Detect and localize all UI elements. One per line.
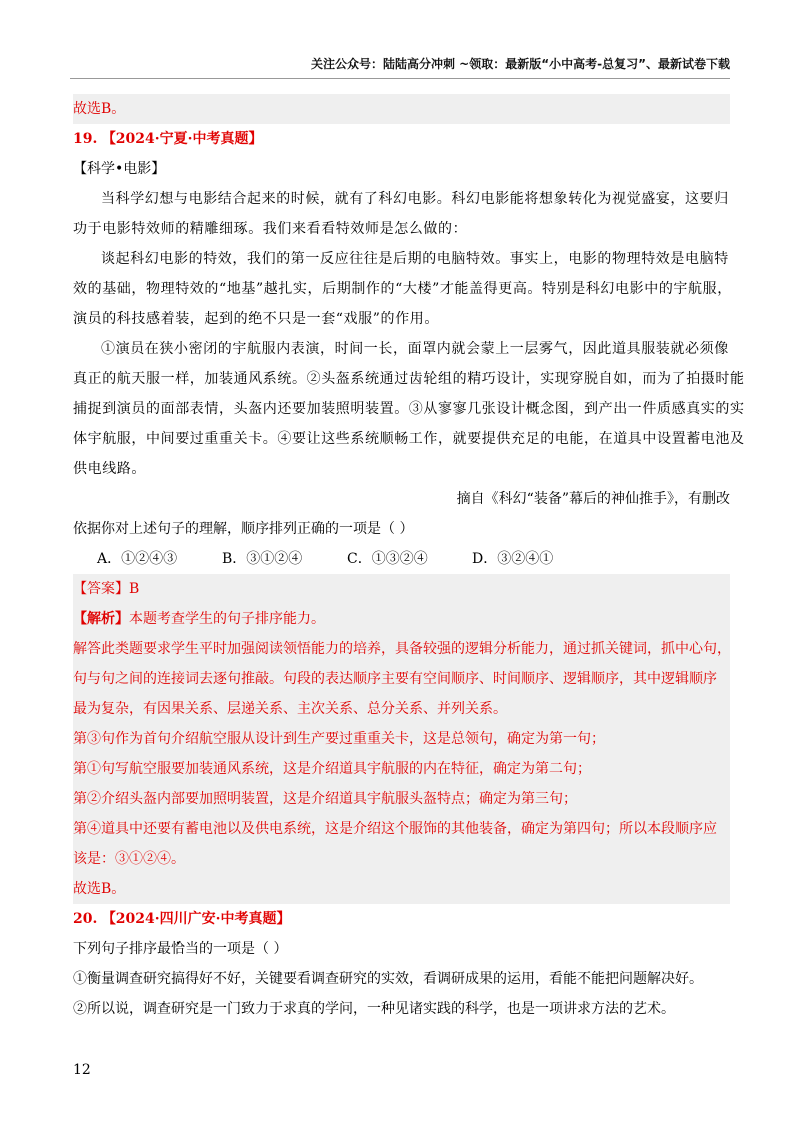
analysis-line: 第③句作为首句介绍航空服从设计到生产要过重重关卡，这是总领句，确定为第一句； (73, 731, 605, 747)
analysis-line: 第④道具中还要有蓄电池以及供电系统，这是介绍这个服饰的其他装备，确定为第四句；所以本段顺序应 (73, 821, 717, 837)
q19-source: 摘自《科幻“装备”幕后的神仙推手》，有删改 (456, 491, 730, 507)
analysis-title: 本题考查学生的句子排序能力。 (129, 611, 325, 627)
option-d: D．③②④① (472, 551, 554, 567)
passage-line: 当科学幻想与电影结合起来的时候，就有了科幻电影。科幻电影能将想象转化为视觉盛宴，这要归 (101, 191, 729, 207)
q19-number: 19. (73, 131, 98, 147)
passage-line: 谈起科幻电影的特效，我们的第一反应往往是后期的电脑特效。事实上，电影的物理特效是电脑特 (101, 251, 729, 267)
q19-question: 依据你对上述句子的理解，顺序排列正确的一项是（ ） (73, 521, 414, 537)
q19-answer: 【答案】B (73, 581, 140, 597)
passage-line: 体宇航服，中间要过重重关卡。④要让这些系统顺畅工作，就要提供充足的电能，在道具中设置蓄电池及 (73, 431, 745, 447)
q20-heading (73, 904, 730, 934)
analysis-label: 【解析】 (73, 611, 129, 627)
q19-heading (73, 124, 730, 154)
option-a: A．①②④③ (97, 551, 178, 567)
passage-line: 捕捉到演员的面部表情，头盔内还要加装照明装置。③从寥寥几张设计概念图，到产出一件质感真实的实 (73, 401, 745, 417)
analysis-line: 最为复杂，有因果关系、层递关系、主次关系、总分关系、并列关系。 (73, 701, 507, 717)
q20-question-post: 的一项是（ ） (199, 941, 288, 957)
q20-question-emphasis: 最恰当 (157, 941, 199, 957)
q20-question (73, 934, 730, 964)
page-content (73, 94, 745, 1024)
passage-line: 供电线路。 (73, 461, 146, 477)
page-number: 12 (73, 1062, 91, 1078)
page-header: 关注公众号：陆陆高分冲刺 ~领取：最新版“小中高考-总复习”、最新试卷下载 (311, 57, 730, 71)
analysis-line: 解答此类题要求学生平时加强阅读领悟能力的培养，具备较强的逻辑分析能力，通过抓关键词，抓中心句， (73, 641, 731, 657)
q19-answer-block (73, 574, 730, 904)
q19-passage (73, 184, 745, 484)
analysis-line: 句与句之间的连接词去逐句推敲。句段的表达顺序主要有空间顺序、时间顺序、逻辑顺序，其中逻辑顺序 (73, 671, 717, 687)
q19-analysis-heading (73, 604, 730, 634)
q20-tag: 【2024·四川广安·中考真题】 (101, 911, 291, 927)
q20-sentence-2: ②所以说，调查研究是一门致力于求真的学问，一种见诸实践的科学，也是一项讲求方法的艺术。 (73, 1001, 675, 1017)
passage-line: 效的基础，物理特效的“地基”越扎实，后期制作的“大楼”才能盖得更高。特别是科幻电影中的宇航服， (73, 281, 732, 297)
passage-line: 真正的航天服一样，加装通风系统。②头盔系统通过齿轮组的精巧设计，实现穿脱自如，而为了拍摄时能 (73, 371, 745, 387)
passage-line: 功于电影特效师的精雕细琢。我们来看看特效师是怎么做的： (73, 221, 468, 237)
q18-conclusion: 故选B。 (73, 94, 730, 124)
analysis-line: 第②介绍头盔内部要加照明装置，这是介绍道具宇航服头盔特点；确定为第三句； (73, 791, 577, 807)
q20-question-pre: 下列句子排序 (73, 941, 157, 957)
q19-tag: 【2024·宁夏·中考真题】 (101, 131, 263, 147)
q20-number: 20. (73, 911, 98, 927)
q19-options (73, 544, 730, 574)
passage-line: 演员的科技感着装，起到的绝不只是一套“戏服”的作用。 (73, 311, 439, 327)
passage-line: ①演员在狭小密闭的宇航服内表演，时间一长，面罩内就会蒙上一层雾气，因此道具服装就必须像 (101, 341, 729, 357)
header-divider (70, 78, 730, 79)
option-c: C．①③②④ (347, 551, 428, 567)
q19-conclusion: 故选B。 (73, 881, 126, 897)
analysis-line: 该是：③①②④。 (73, 851, 185, 867)
q20-sentence-1: ①衡量调查研究搞得好不好，关键要看调查研究的实效，看调研成果的运用，看能不能把问题解决好。 (73, 971, 703, 987)
analysis-line: 第①句写航空服要加装通风系统，这是介绍道具宇航服的内在特征，确定为第二句； (73, 761, 591, 777)
q19-section: 【科学•电影】 (73, 161, 166, 177)
option-b: B．③①②④ (222, 551, 303, 567)
